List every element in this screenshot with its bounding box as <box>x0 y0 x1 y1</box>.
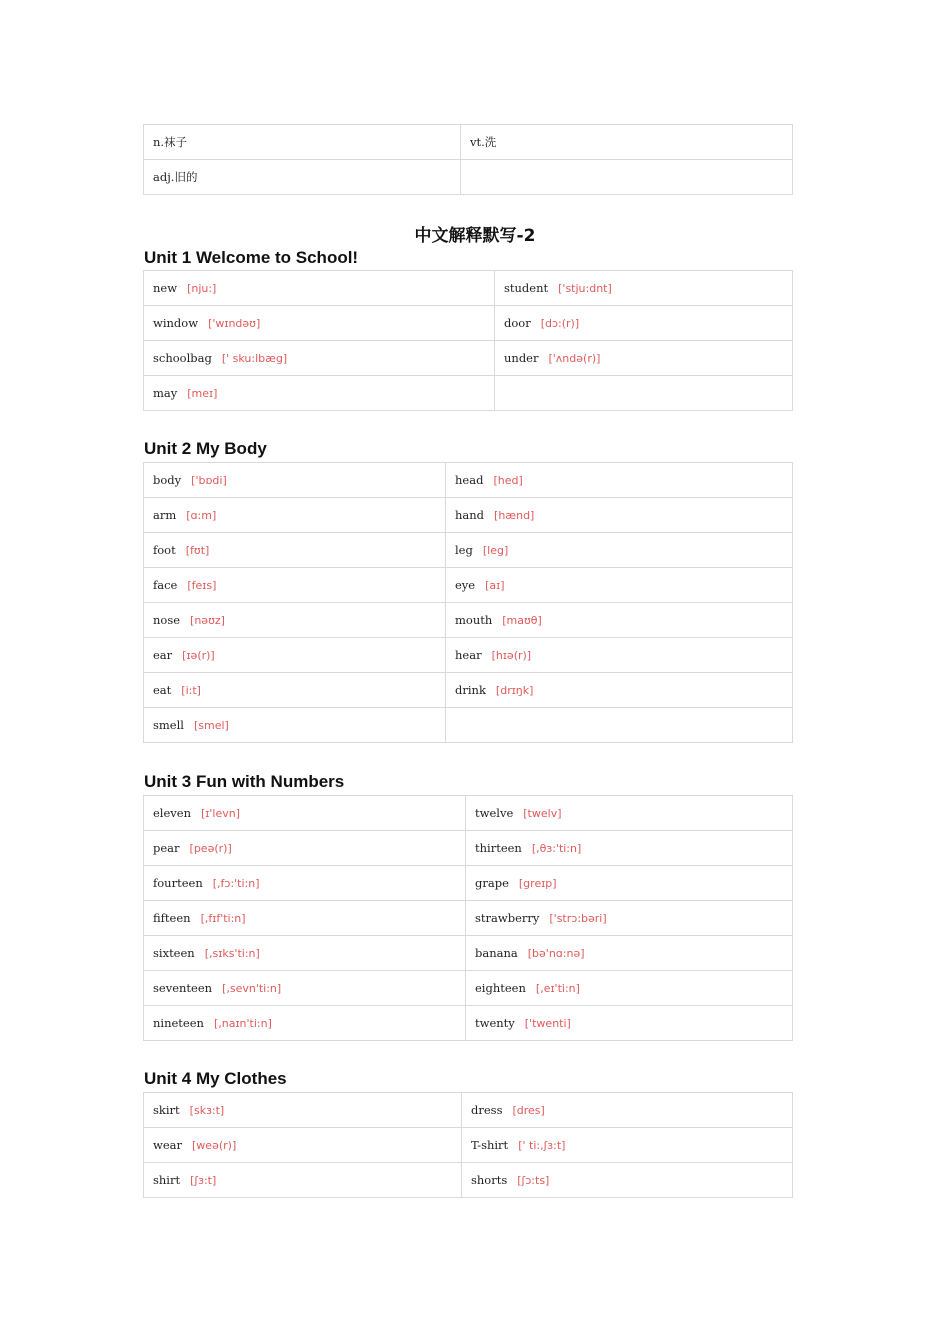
phonetic-text: [ɑ:m] <box>186 509 217 522</box>
phonetic-text: [smel] <box>193 719 229 732</box>
phonetic-text: [,sɪks'ti:n] <box>204 947 260 960</box>
vocab-cell <box>495 306 793 341</box>
phonetic-text: [,sevn'ti:n] <box>222 982 282 995</box>
vocab-cell <box>462 1093 793 1128</box>
phonetic-text: [ɪə(r)] <box>182 649 215 662</box>
vocab-cell <box>446 708 793 743</box>
vocab-cell <box>144 271 495 306</box>
table-row <box>144 1093 793 1128</box>
vocab-word: arm <box>153 508 177 522</box>
table-row <box>144 1006 793 1041</box>
phonetic-text: [,eɪ'ti:n] <box>535 982 580 995</box>
vocab-cell <box>144 306 495 341</box>
phonetic-text: [hænd] <box>494 509 535 522</box>
vocab-cell <box>144 341 495 376</box>
phonetic-text: [feɪs] <box>187 579 217 592</box>
vocab-table-top <box>143 124 793 195</box>
unit-heading: Unit 4 My Clothes <box>144 1069 287 1088</box>
vocab-word: banana <box>475 946 518 960</box>
vocab-word: eleven <box>153 806 191 820</box>
table-row <box>144 936 793 971</box>
vocab-cell <box>144 498 446 533</box>
phonetic-text: [,naɪn'ti:n] <box>213 1017 272 1030</box>
unit-heading: Unit 1 Welcome to School! <box>144 248 359 267</box>
vocab-cell <box>144 901 466 936</box>
vocab-word: eye <box>455 578 476 592</box>
vocab-word: fourteen <box>153 876 203 890</box>
vocab-table-unit-3 <box>143 795 793 1041</box>
phonetic-text: [,fɪf'ti:n] <box>200 912 246 925</box>
vocab-cell <box>446 638 793 673</box>
vocab-word: foot <box>153 543 176 557</box>
vocab-word: thirteen <box>475 841 522 855</box>
vocab-cell <box>144 603 446 638</box>
vocab-word: may <box>153 386 178 400</box>
vocab-word: under <box>504 351 539 365</box>
phonetic-text: [ʃɜ:t] <box>190 1174 217 1187</box>
page-title: 中文解释默写-2 <box>414 226 536 246</box>
table-row <box>144 306 793 341</box>
phonetic-text: [hed] <box>493 474 523 487</box>
vocab-word: door <box>504 316 531 330</box>
table-row <box>144 125 793 160</box>
phonetic-text: ['ʌndə(r)] <box>548 352 601 365</box>
vocab-cell <box>144 1093 462 1128</box>
table-row <box>144 603 793 638</box>
vocab-word: n.袜子 <box>153 135 188 149</box>
table-row <box>144 971 793 1006</box>
vocab-cell <box>466 866 793 901</box>
vocab-cell <box>446 463 793 498</box>
phonetic-text: [dres] <box>512 1104 545 1117</box>
vocab-cell <box>144 568 446 603</box>
vocab-cell <box>461 160 793 195</box>
unit-heading: Unit 3 Fun with Numbers <box>144 772 345 791</box>
vocab-cell <box>446 533 793 568</box>
phonetic-text: ['strɔ:bəri] <box>549 912 607 925</box>
vocab-word: adj.旧的 <box>153 170 198 184</box>
phonetic-text: [maʊθ] <box>502 614 542 627</box>
phonetic-text: [nju:] <box>187 282 217 295</box>
vocab-cell <box>446 673 793 708</box>
table-row <box>144 831 793 866</box>
vocab-cell <box>144 866 466 901</box>
vocab-word: eat <box>153 683 172 697</box>
vocab-word: body <box>153 473 182 487</box>
vocab-word: ear <box>153 648 173 662</box>
phonetic-text: [ʃɔ:ts] <box>517 1174 550 1187</box>
phonetic-text: [peə(r)] <box>189 842 232 855</box>
vocab-cell <box>466 971 793 1006</box>
table-row <box>144 463 793 498</box>
vocab-cell <box>446 568 793 603</box>
vocab-word: head <box>455 473 484 487</box>
phonetic-text: [drɪŋk] <box>495 684 534 697</box>
vocab-word: hear <box>455 648 482 662</box>
vocab-cell <box>462 1128 793 1163</box>
vocab-word: hand <box>455 508 485 522</box>
vocab-cell <box>144 708 446 743</box>
vocab-word: twelve <box>475 806 514 820</box>
vocab-cell <box>144 1128 462 1163</box>
vocab-cell <box>495 376 793 411</box>
phonetic-text: [nəʊz] <box>190 614 225 627</box>
vocab-word: skirt <box>153 1103 180 1117</box>
vocab-word: nose <box>153 613 181 627</box>
phonetic-text: [,θɜ:'ti:n] <box>531 842 582 855</box>
vocab-table-unit-4 <box>143 1092 793 1198</box>
vocab-word: shorts <box>471 1173 508 1187</box>
phonetic-text: ['bɒdi] <box>191 474 227 487</box>
vocab-word: smell <box>153 718 184 732</box>
vocab-word: schoolbag <box>153 351 212 365</box>
vocab-cell <box>495 341 793 376</box>
vocab-cell <box>462 1163 793 1198</box>
vocab-cell <box>495 271 793 306</box>
vocab-word: grape <box>475 876 509 890</box>
vocab-word: dress <box>471 1103 503 1117</box>
phonetic-text: [' ti:,ʃɜ:t] <box>518 1139 566 1152</box>
vocab-word: sixteen <box>153 946 195 960</box>
phonetic-text: [,fɔ:'ti:n] <box>212 877 260 890</box>
vocab-cell <box>461 125 793 160</box>
vocab-word: drink <box>455 683 486 697</box>
vocab-cell <box>144 796 466 831</box>
phonetic-text: [dɔ:(r)] <box>540 317 580 330</box>
vocab-word: face <box>153 578 178 592</box>
vocab-word: shirt <box>153 1173 181 1187</box>
table-row <box>144 533 793 568</box>
table-row <box>144 866 793 901</box>
vocab-cell <box>144 1006 466 1041</box>
vocab-cell <box>144 971 466 1006</box>
vocab-word: leg <box>455 543 473 557</box>
phonetic-text: [weə(r)] <box>192 1139 237 1152</box>
phonetic-text: [aɪ] <box>485 579 505 592</box>
phonetic-text: ['twenti] <box>524 1017 571 1030</box>
phonetic-text: [ɪ'levn] <box>201 807 240 820</box>
phonetic-text: [hɪə(r)] <box>491 649 532 662</box>
vocab-cell <box>466 901 793 936</box>
table-row <box>144 498 793 533</box>
table-row <box>144 568 793 603</box>
vocab-cell <box>466 831 793 866</box>
vocab-cell <box>446 603 793 638</box>
vocab-word: wear <box>153 1138 183 1152</box>
vocab-word: fifteen <box>153 911 191 925</box>
table-row <box>144 673 793 708</box>
vocab-cell <box>144 125 461 160</box>
vocab-cell <box>144 936 466 971</box>
table-row <box>144 271 793 306</box>
vocab-cell <box>466 1006 793 1041</box>
vocab-cell <box>144 673 446 708</box>
table-row <box>144 796 793 831</box>
vocab-word: nineteen <box>153 1016 204 1030</box>
phonetic-text: [twelv] <box>523 807 562 820</box>
vocab-word: vt.洗 <box>470 135 497 149</box>
table-row <box>144 708 793 743</box>
vocab-word: T-shirt <box>471 1138 509 1152</box>
phonetic-text: ['wɪndəʊ] <box>208 317 261 330</box>
phonetic-text: [i:t] <box>181 684 201 697</box>
vocab-word: eighteen <box>475 981 526 995</box>
vocab-table-unit-2 <box>143 462 793 743</box>
unit-heading: Unit 2 My Body <box>144 439 267 458</box>
phonetic-text: [leg] <box>482 544 509 557</box>
vocab-cell <box>144 831 466 866</box>
vocab-word: pear <box>153 841 180 855</box>
table-row <box>144 1128 793 1163</box>
phonetic-text: [skɜ:t] <box>189 1104 225 1117</box>
vocab-word: window <box>153 316 199 330</box>
vocab-cell <box>144 376 495 411</box>
phonetic-text: [bə'nɑ:nə] <box>527 947 585 960</box>
vocab-cell <box>144 463 446 498</box>
vocab-word: seventeen <box>153 981 213 995</box>
vocab-word: strawberry <box>475 911 540 925</box>
phonetic-text: [fʊt] <box>185 544 210 557</box>
vocab-cell <box>144 1163 462 1198</box>
table-row <box>144 1163 793 1198</box>
vocab-cell <box>446 498 793 533</box>
vocab-word: mouth <box>455 613 493 627</box>
phonetic-text: [meɪ] <box>187 387 218 400</box>
vocab-word: twenty <box>475 1016 515 1030</box>
vocab-cell <box>466 936 793 971</box>
table-row <box>144 160 793 195</box>
vocab-word: new <box>153 281 178 295</box>
table-row <box>144 376 793 411</box>
phonetic-text: ['stju:dnt] <box>558 282 612 295</box>
vocab-cell <box>466 796 793 831</box>
phonetic-text: [' sku:lbæg] <box>221 352 288 365</box>
table-row <box>144 341 793 376</box>
vocab-table-unit-1 <box>143 270 793 411</box>
phonetic-text: [greɪp] <box>518 877 557 890</box>
table-row <box>144 638 793 673</box>
vocab-cell <box>144 160 461 195</box>
vocab-word: student <box>504 281 549 295</box>
table-row <box>144 901 793 936</box>
vocab-cell <box>144 533 446 568</box>
vocab-cell <box>144 638 446 673</box>
